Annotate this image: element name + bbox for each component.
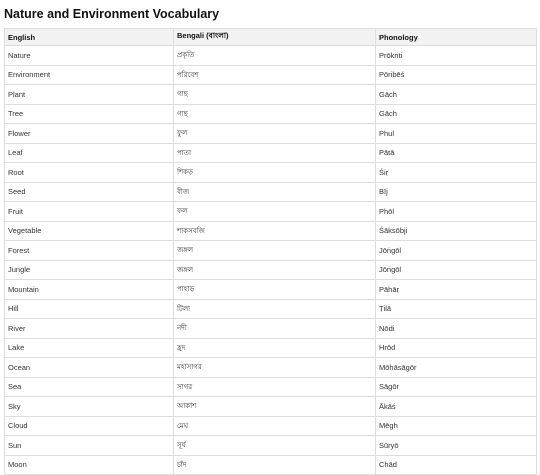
table-header-row	[5, 29, 537, 46]
phonology-cell: Hrōd	[376, 338, 537, 358]
bengali-cell: সূর্য	[174, 436, 376, 456]
phonology-cell: Bīj	[376, 182, 537, 202]
english-cell: Sky	[5, 397, 174, 417]
table-row	[5, 436, 537, 456]
table-row	[5, 65, 537, 85]
bengali-cell: চাঁদ	[174, 455, 376, 475]
table-row	[5, 46, 537, 66]
phonology-cell: Mēgh	[376, 416, 537, 436]
english-cell: Vegetable	[5, 221, 174, 241]
table-row	[5, 299, 537, 319]
bengali-cell: আকাশ	[174, 397, 376, 417]
bengali-cell: শাকসবজি	[174, 221, 376, 241]
bengali-cell: মেঘ	[174, 416, 376, 436]
table-row	[5, 104, 537, 124]
vocabulary-table	[4, 28, 537, 475]
table-row	[5, 397, 537, 417]
table-row	[5, 280, 537, 300]
table-row	[5, 163, 537, 183]
table-row	[5, 85, 537, 105]
table-row	[5, 241, 537, 261]
bengali-cell: জঙ্গল	[174, 260, 376, 280]
english-cell: Nature	[5, 46, 174, 66]
english-cell: Hill	[5, 299, 174, 319]
phonology-cell: Śāksōbji	[376, 221, 537, 241]
table-row	[5, 221, 537, 241]
table-row	[5, 260, 537, 280]
phonology-cell: Ākāś	[376, 397, 537, 417]
table-row	[5, 377, 537, 397]
bengali-cell: গাছ	[174, 104, 376, 124]
bengali-cell: গাছ	[174, 85, 376, 105]
english-cell: Forest	[5, 241, 174, 261]
bengali-cell: পাহাড়	[174, 280, 376, 300]
bengali-cell: মহাসাগর	[174, 358, 376, 378]
english-cell: Tree	[5, 104, 174, 124]
bengali-cell: ফল	[174, 202, 376, 222]
table-row	[5, 338, 537, 358]
english-cell: Seed	[5, 182, 174, 202]
phonology-cell: Ṭilā	[376, 299, 537, 319]
english-cell: Jungle	[5, 260, 174, 280]
phonology-cell: Prōkriti	[376, 46, 537, 66]
phonology-cell: Gāch	[376, 104, 537, 124]
table-row	[5, 319, 537, 339]
phonology-cell: Pōribēś	[376, 65, 537, 85]
english-cell: River	[5, 319, 174, 339]
phonology-cell: Nōdi	[376, 319, 537, 339]
bengali-cell: টিলা	[174, 299, 376, 319]
bengali-cell: শিকড়	[174, 163, 376, 183]
phonology-cell: Phul	[376, 124, 537, 144]
table-row	[5, 143, 537, 163]
phonology-cell: Sūryō	[376, 436, 537, 456]
phonology-cell: Śiṛ	[376, 163, 537, 183]
phonology-cell: Phōl	[376, 202, 537, 222]
english-cell: Flower	[5, 124, 174, 144]
phonology-cell: Mōhāsāgōr	[376, 358, 537, 378]
table-row	[5, 455, 537, 475]
english-cell: Fruit	[5, 202, 174, 222]
english-cell: Leaf	[5, 143, 174, 163]
table-body	[5, 46, 537, 475]
bengali-cell: সাগর	[174, 377, 376, 397]
page-title: Nature and Environment Vocabulary	[4, 7, 220, 21]
table-row	[5, 124, 537, 144]
phonology-cell: Jōṅgōl	[376, 260, 537, 280]
column-header-bengali: Bengali (বাংলা)	[174, 29, 376, 46]
table-row	[5, 358, 537, 378]
english-cell: Moon	[5, 455, 174, 475]
bengali-cell: পাতা	[174, 143, 376, 163]
english-cell: Lake	[5, 338, 174, 358]
bengali-cell: হ্রদ	[174, 338, 376, 358]
bengali-cell: নদী	[174, 319, 376, 339]
phonology-cell: Jōṅgōl	[376, 241, 537, 261]
bengali-cell: প্রকৃতি	[174, 46, 376, 66]
table-row	[5, 202, 537, 222]
phonology-cell: Sāgōr	[376, 377, 537, 397]
column-header-english: English	[5, 29, 174, 46]
english-cell: Sun	[5, 436, 174, 456]
english-cell: Root	[5, 163, 174, 183]
phonology-cell: Pāhāṛ	[376, 280, 537, 300]
phonology-cell: Gāch	[376, 85, 537, 105]
english-cell: Cloud	[5, 416, 174, 436]
phonology-cell: Pātā	[376, 143, 537, 163]
bengali-cell: জঙ্গল	[174, 241, 376, 261]
bengali-cell: ফুল	[174, 124, 376, 144]
english-cell: Environment	[5, 65, 174, 85]
bengali-cell: বীজ	[174, 182, 376, 202]
english-cell: Sea	[5, 377, 174, 397]
english-cell: Ocean	[5, 358, 174, 378]
bengali-cell: পরিবেশ	[174, 65, 376, 85]
table-row	[5, 416, 537, 436]
column-header-phonology: Phonology	[376, 29, 537, 46]
table-row	[5, 182, 537, 202]
phonology-cell: Chād	[376, 455, 537, 475]
english-cell: Plant	[5, 85, 174, 105]
english-cell: Mountain	[5, 280, 174, 300]
